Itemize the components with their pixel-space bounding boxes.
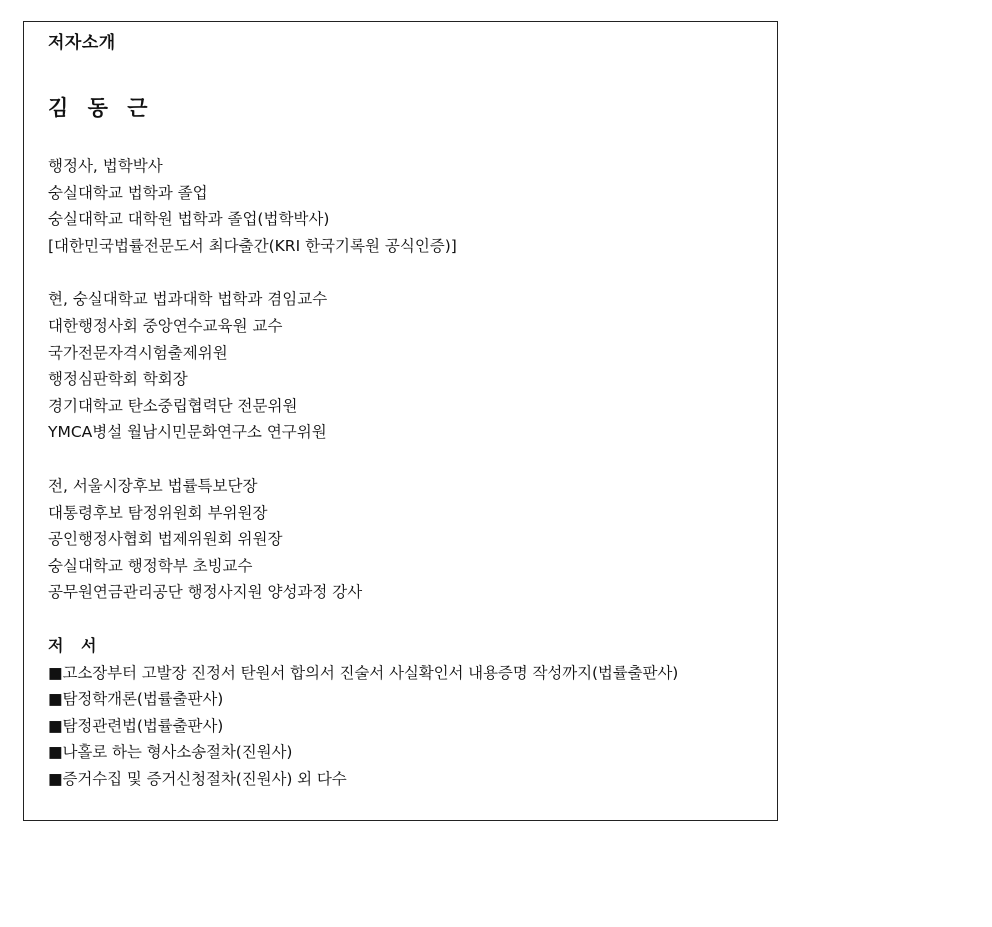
credential-item: 숭실대학교 대학원 법학과 졸업(법학박사)	[48, 210, 330, 229]
current-position-item: 대한행정사회 중앙연수교육원 교수	[48, 316, 283, 335]
former-position-item: 전, 서울시장후보 법률특보단장	[48, 476, 258, 495]
current-position-item: 행정심판학회 학회장	[48, 370, 188, 389]
former-positions-list	[48, 473, 771, 606]
current-position-item: 경기대학교 탄소중립협력단 전문위원	[48, 396, 298, 415]
author-name: 김 동 근	[48, 96, 154, 120]
credential-item: 숭실대학교 법학과 졸업	[48, 183, 208, 202]
book-item: ■증거수집 및 증거신청절차(진원사) 외 다수	[48, 769, 347, 788]
former-position-item: 숭실대학교 행정학부 초빙교수	[48, 556, 253, 575]
author-bio-box	[23, 21, 778, 821]
current-position-item: 현, 숭실대학교 법과대학 법학과 겸임교수	[48, 290, 328, 309]
section-heading: 저자소개	[48, 33, 116, 53]
former-position-item: 공무원연금관리공단 행정사지원 양성과정 강사	[48, 583, 363, 602]
former-position-item: 공인행정사협회 법제위원회 위원장	[48, 530, 283, 549]
current-position-item: 국가전문자격시험출제위원	[48, 343, 228, 362]
current-positions-list	[48, 286, 771, 446]
book-item: ■탐정관련법(법률출판사)	[48, 716, 224, 735]
books-list	[48, 660, 771, 793]
book-item: ■나홀로 하는 형사소송절차(진원사)	[48, 743, 293, 762]
credential-item: 행정사, 법학박사	[48, 157, 163, 175]
book-item: ■고소장부터 고발장 진정서 탄원서 합의서 진술서 사실확인서 내용증명 작성까지(법률출판사)	[48, 663, 679, 682]
credentials-list	[48, 153, 771, 259]
author-bio-content	[48, 32, 771, 792]
book-item: ■탐정학개론(법률출판사)	[48, 690, 224, 709]
credential-item: [대한민국법률전문도서 최다출간(KRI 한국기록원 공식인증)]	[48, 236, 457, 255]
books-heading: 저 서	[48, 635, 103, 655]
former-position-item: 대통령후보 탐정위원회 부위원장	[48, 503, 268, 522]
current-position-item: YMCA병설 월남시민문화연구소 연구위원	[48, 423, 327, 442]
